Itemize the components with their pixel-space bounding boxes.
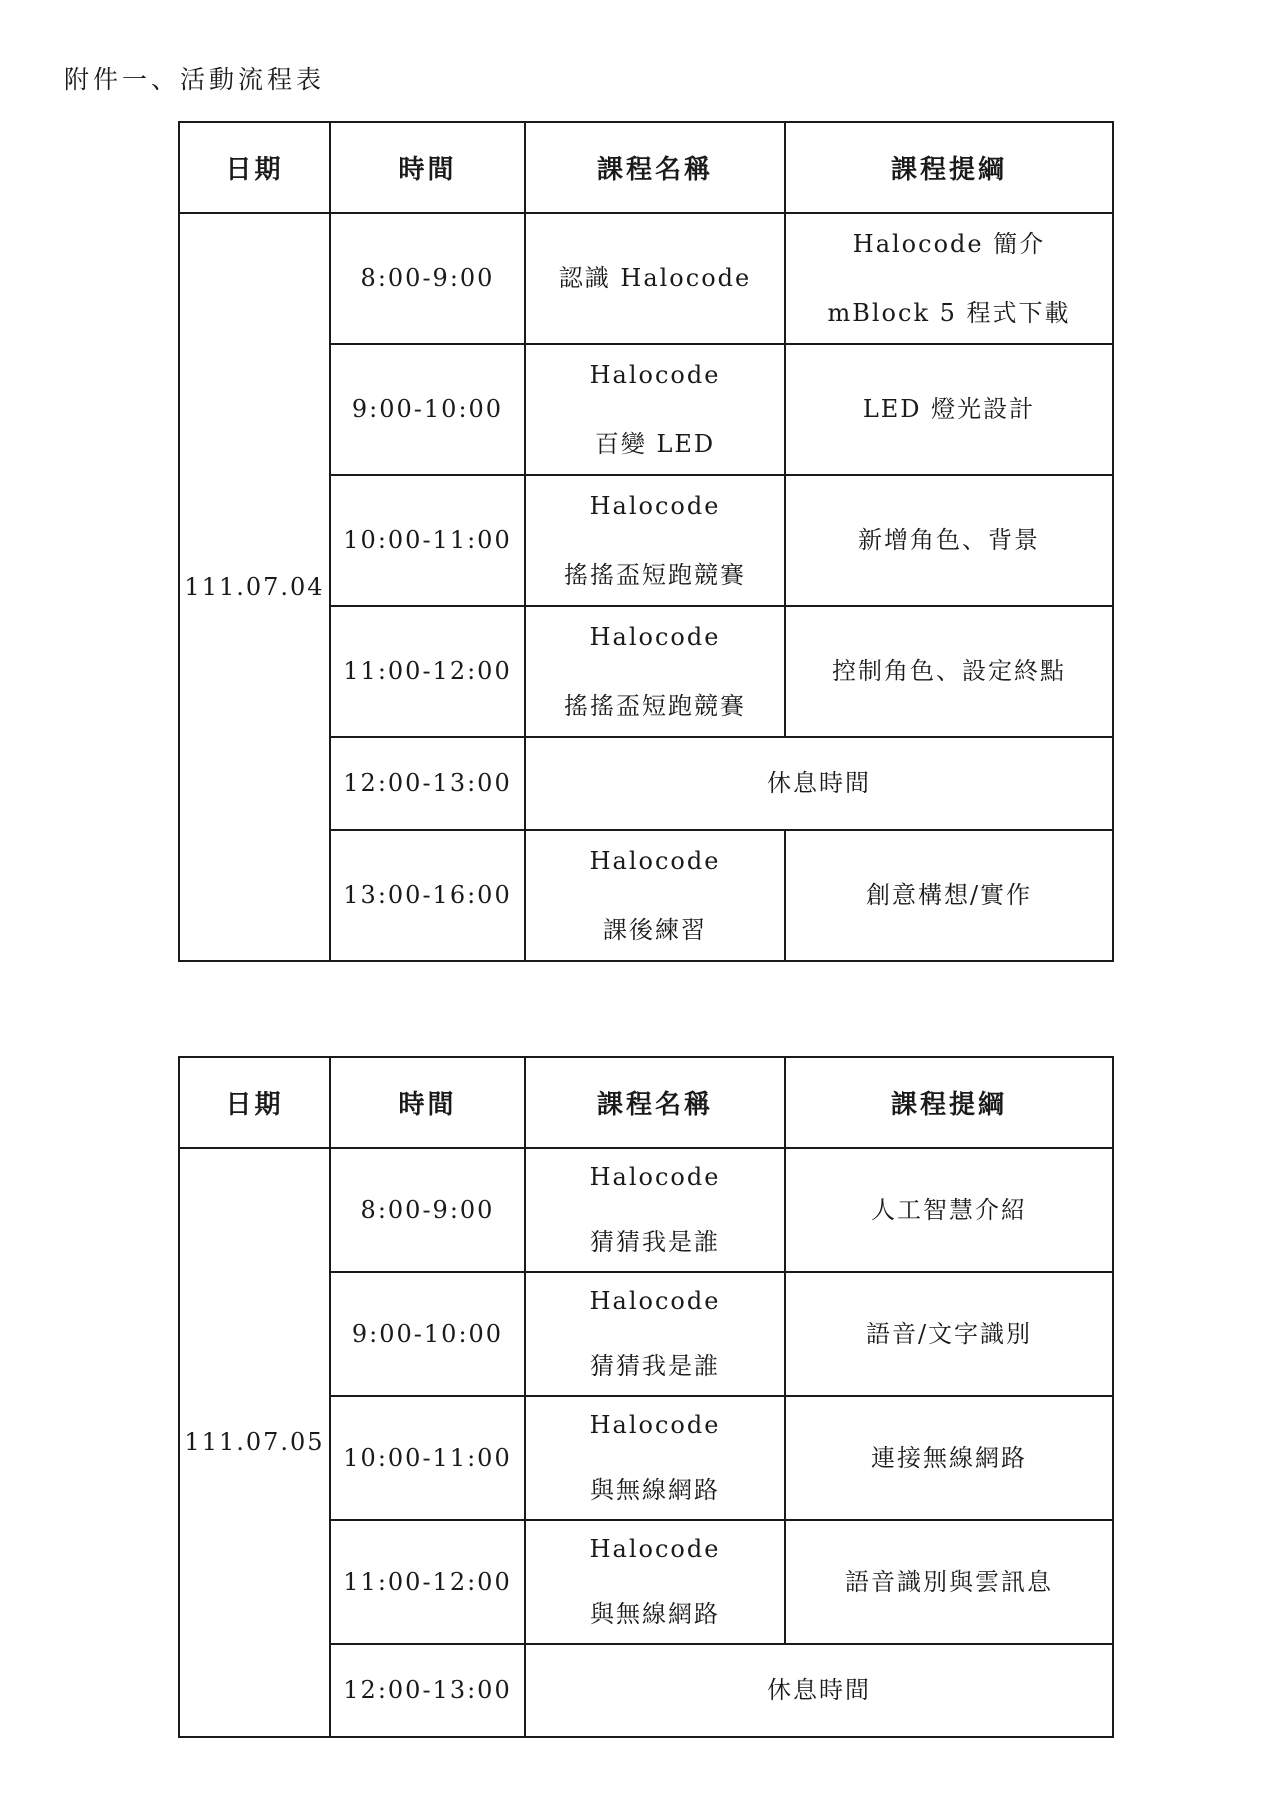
course-name-cell bbox=[525, 1520, 785, 1644]
time-cell: 8:00-9:00 bbox=[330, 213, 525, 344]
course-outline-cell bbox=[785, 475, 1113, 606]
course-outline-line: 語音識別與雲訊息 bbox=[845, 1567, 1053, 1596]
time-cell: 9:00-10:00 bbox=[330, 1272, 525, 1396]
course-name-line: 猜猜我是誰 bbox=[590, 1352, 720, 1380]
course-name-line: Halocode bbox=[589, 1287, 721, 1316]
header-course-name: 課程名稱 bbox=[525, 1057, 785, 1148]
course-outline-line: 新增角色、背景 bbox=[858, 526, 1040, 555]
header-course-outline: 課程提綱 bbox=[785, 1057, 1113, 1148]
course-name-line: 猜猜我是誰 bbox=[590, 1228, 720, 1256]
course-outline-line: 創意構想/實作 bbox=[865, 881, 1033, 910]
course-name-cell bbox=[525, 475, 785, 606]
course-outline-cell bbox=[785, 1520, 1113, 1644]
course-outline-line: 連接無線網路 bbox=[871, 1443, 1027, 1472]
header-date: 日期 bbox=[179, 1057, 330, 1148]
document-title: 附件一、活動流程表 bbox=[64, 65, 326, 94]
header-time: 時間 bbox=[330, 1057, 525, 1148]
time-cell: 13:00-16:00 bbox=[330, 830, 525, 961]
course-name-line: Halocode bbox=[589, 1163, 721, 1192]
time-cell: 11:00-12:00 bbox=[330, 606, 525, 737]
course-name-cell bbox=[525, 606, 785, 737]
header-course-outline: 課程提綱 bbox=[785, 122, 1113, 213]
table-row bbox=[179, 1148, 1113, 1272]
course-outline-cell bbox=[785, 830, 1113, 961]
course-outline-line: 控制角色、設定終點 bbox=[832, 657, 1066, 686]
course-name-line: Halocode bbox=[589, 846, 721, 875]
course-outline-cell bbox=[785, 1272, 1113, 1396]
course-name-line: Halocode bbox=[589, 1411, 721, 1440]
header-time: 時間 bbox=[330, 122, 525, 213]
course-name-cell bbox=[525, 1272, 785, 1396]
course-outline-cell bbox=[785, 213, 1113, 344]
course-name-line: 課後練習 bbox=[603, 915, 707, 944]
course-outline-line: 語音/文字識別 bbox=[865, 1319, 1033, 1348]
time-cell: 8:00-9:00 bbox=[330, 1148, 525, 1272]
course-outline-cell bbox=[785, 344, 1113, 475]
course-name-line: 認識 Halocode bbox=[558, 264, 752, 293]
time-cell: 11:00-12:00 bbox=[330, 1520, 525, 1644]
course-name-cell bbox=[525, 1148, 785, 1272]
course-outline-cell bbox=[785, 1148, 1113, 1272]
time-cell: 10:00-11:00 bbox=[330, 1396, 525, 1520]
schedule-table-day2 bbox=[178, 1056, 1114, 1738]
break-cell: 休息時間 bbox=[525, 737, 1113, 830]
table-row bbox=[179, 213, 1113, 344]
course-name-line: 搖搖盃短跑競賽 bbox=[564, 691, 746, 720]
course-outline-line: Halocode 簡介 bbox=[852, 229, 1046, 258]
course-outline-cell bbox=[785, 1396, 1113, 1520]
course-name-line: Halocode bbox=[589, 360, 721, 389]
course-name-cell bbox=[525, 213, 785, 344]
course-name-line: 與無線網路 bbox=[590, 1600, 720, 1628]
course-name-cell bbox=[525, 1396, 785, 1520]
time-cell: 9:00-10:00 bbox=[330, 344, 525, 475]
date-cell: 111.07.05 bbox=[179, 1148, 330, 1737]
header-course-name: 課程名稱 bbox=[525, 122, 785, 213]
course-outline-line: LED 燈光設計 bbox=[862, 395, 1036, 424]
course-name-line: Halocode bbox=[589, 1535, 721, 1564]
course-outline-line: 人工智慧介紹 bbox=[871, 1195, 1027, 1224]
course-name-line: 搖搖盃短跑競賽 bbox=[564, 560, 746, 589]
course-name-cell bbox=[525, 830, 785, 961]
time-cell: 12:00-13:00 bbox=[330, 737, 525, 830]
course-name-line: 百變 LED bbox=[594, 429, 716, 458]
course-name-line: Halocode bbox=[589, 491, 721, 520]
schedule-table-day1 bbox=[178, 121, 1114, 962]
course-name-line: Halocode bbox=[589, 622, 721, 651]
table-header-row bbox=[179, 122, 1113, 213]
course-outline-cell bbox=[785, 606, 1113, 737]
time-cell: 10:00-11:00 bbox=[330, 475, 525, 606]
date-cell: 111.07.04 bbox=[179, 213, 330, 961]
course-name-line: 與無線網路 bbox=[590, 1476, 720, 1504]
course-name-cell bbox=[525, 344, 785, 475]
time-cell: 12:00-13:00 bbox=[330, 1644, 525, 1737]
table-header-row bbox=[179, 1057, 1113, 1148]
course-outline-line: mBlock 5 程式下載 bbox=[827, 298, 1071, 327]
break-cell: 休息時間 bbox=[525, 1644, 1113, 1737]
header-date: 日期 bbox=[179, 122, 330, 213]
